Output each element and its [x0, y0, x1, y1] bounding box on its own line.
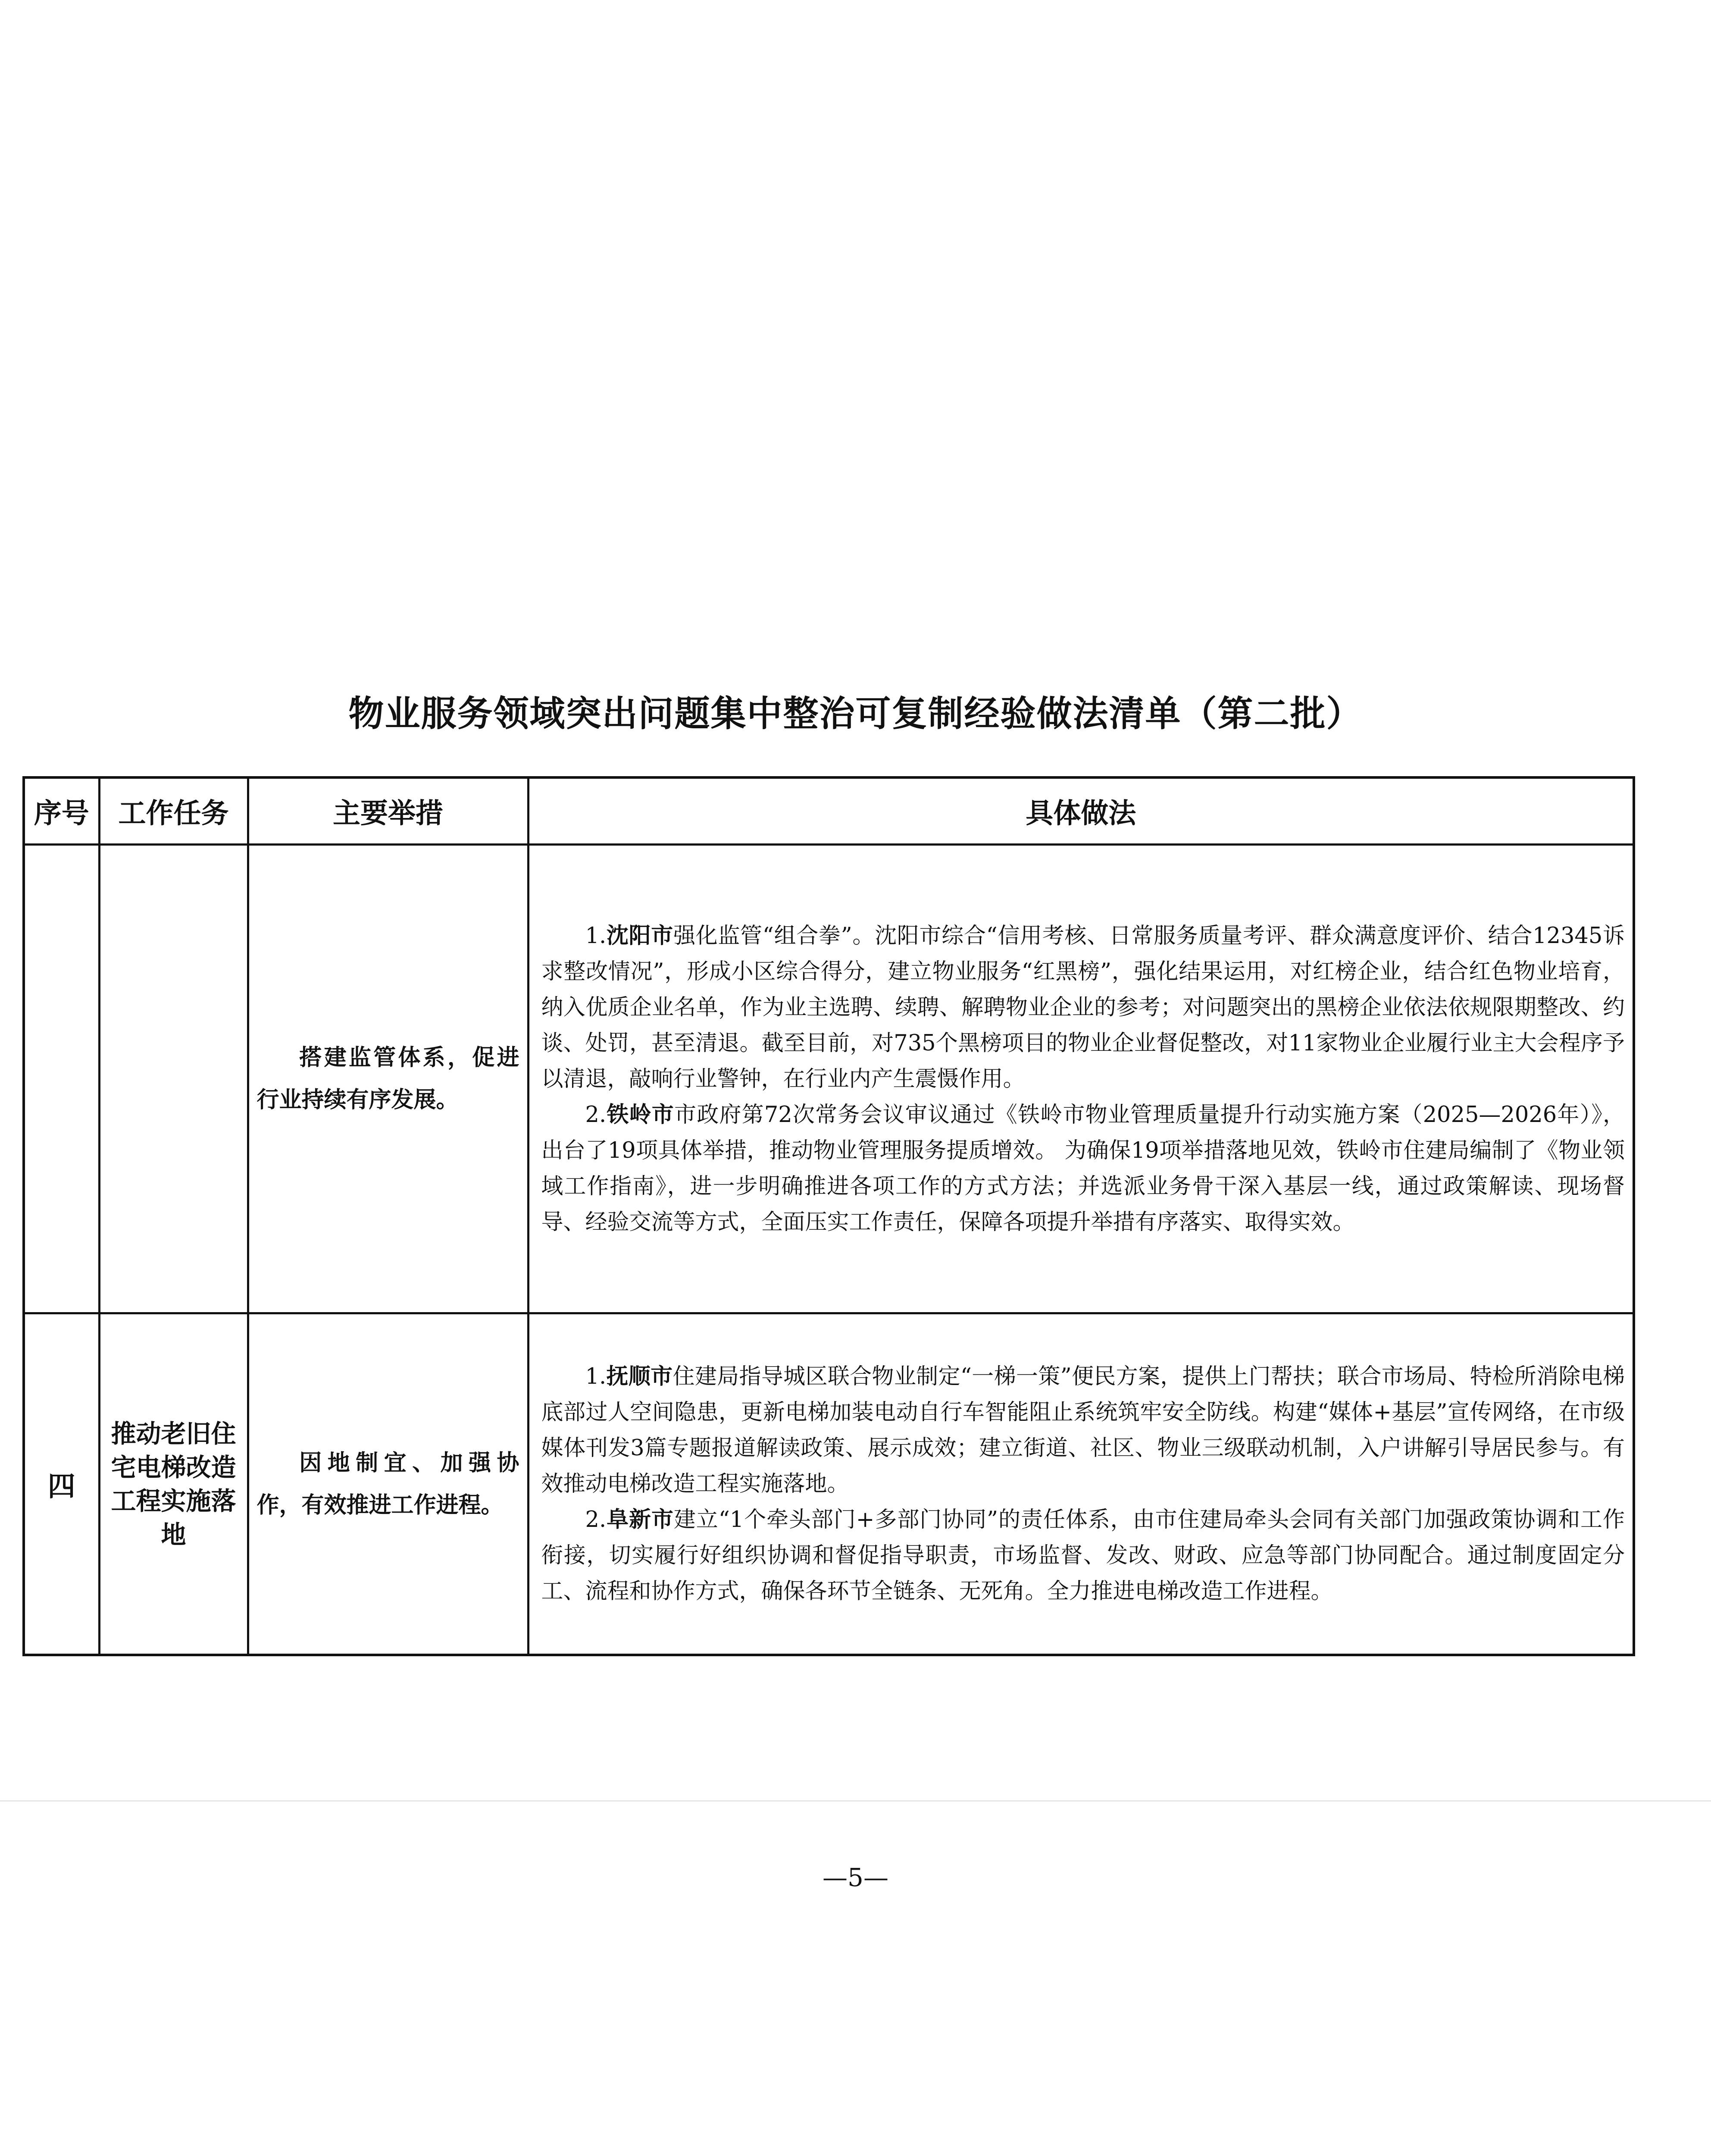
- item-text: 市政府第72次常务会议审议通过《铁岭市物业管理质量提升行动实施方案（2025—2026年）》，出台了19项具体举措，推动物业管理服务提质增效。 为确保19项举措落地见效，铁岭市住建局编制了《物业领域工作指南》，进一步明确推进各项工作的方式方法；并选派业务骨干深入基层一线，通过政策解读、现场督导、经验交流等方式，全面压实工作责任，保障各项提升举措有序落实、取得实效。: [541, 1102, 1625, 1235]
- item-number: 1.: [585, 1364, 607, 1389]
- item-text: 建立“1个牵头部门+多部门协同”的责任体系，由市住建局牵头会同有关部门加强政策协调和工作衔接，切实履行好组织协调和督促指导职责，市场监督、发改、财政、应急等部门协同配合。通过制度固定分工、流程和协作方式，确保各环节全链条、无死角。全力推进电梯改造工作进程。: [541, 1507, 1625, 1604]
- table-header-row: [24, 777, 1634, 845]
- item-number: 1.: [585, 923, 607, 949]
- measure-text: 因地制宜、加强协作，有效推进工作进程。: [256, 1449, 519, 1518]
- item-city: 抚顺市: [606, 1364, 673, 1389]
- page-number: —5—: [823, 1863, 888, 1892]
- table-row: [24, 1313, 1634, 1655]
- item-city: 沈阳市: [606, 923, 673, 949]
- row-measure: [248, 845, 528, 1313]
- page-title: 物业服务领域突出问题集中整治可复制经验做法清单（第二批）: [348, 693, 1363, 734]
- detail-item: [541, 1097, 1625, 1240]
- measure-text: 搭建监管体系，促进行业持续有序发展。: [256, 1044, 519, 1113]
- item-city: 铁岭市: [606, 1102, 674, 1128]
- detail-item: [541, 1502, 1625, 1609]
- row-task: 推动老旧住宅电梯改造工程实施落地: [99, 1313, 248, 1655]
- header-task: 工作任务: [99, 777, 248, 845]
- row-task: [99, 845, 248, 1313]
- row-seq: [24, 845, 99, 1313]
- practice-table: [22, 776, 1635, 1656]
- header-measure: 主要举措: [248, 777, 528, 845]
- item-city: 阜新市: [606, 1507, 674, 1532]
- header-seq: 序号: [24, 777, 99, 845]
- detail-item: [541, 918, 1625, 1097]
- row-detail: [528, 1313, 1634, 1655]
- detail-item: [541, 1359, 1625, 1502]
- item-text: 强化监管“组合拳”。沈阳市综合“信用考核、日常服务质量考评、群众满意度评价、结合12345诉求整改情况”，形成小区综合得分，建立物业服务“红黑榜”，强化结果运用，对红榜企业，结合红色物业培育，纳入优质企业名单，作为业主选聘、续聘、解聘物业企业的参考；对问题突出的黑榜企业依法依规限期整改、约谈、处罚，甚至清退。截至目前，对735个黑榜项目的物业企业督促整改，对11家物业企业履行业主大会程序予以清退，敲响行业警钟，在行业内产生震慑作用。: [541, 923, 1625, 1092]
- row-detail: [528, 845, 1634, 1313]
- item-text: 住建局指导城区联合物业制定“一梯一策”便民方案，提供上门帮扶；联合市场局、特检所消除电梯底部过人空间隐患，更新电梯加装电动自行车智能阻止系统筑牢安全防线。构建“媒体+基层”宣传网络，在市级媒体刊发3篇专题报道解读政策、展示成效；建立街道、社区、物业三级联动机制，入户讲解引导居民参与。有效推动电梯改造工程实施落地。: [541, 1364, 1625, 1497]
- header-detail: 具体做法: [528, 777, 1634, 845]
- item-number: 2.: [585, 1507, 607, 1532]
- row-seq: 四: [24, 1313, 99, 1655]
- page-divider: [0, 1800, 1711, 1802]
- row-measure: [248, 1313, 528, 1655]
- item-number: 2.: [585, 1102, 607, 1128]
- table-row: [24, 845, 1634, 1313]
